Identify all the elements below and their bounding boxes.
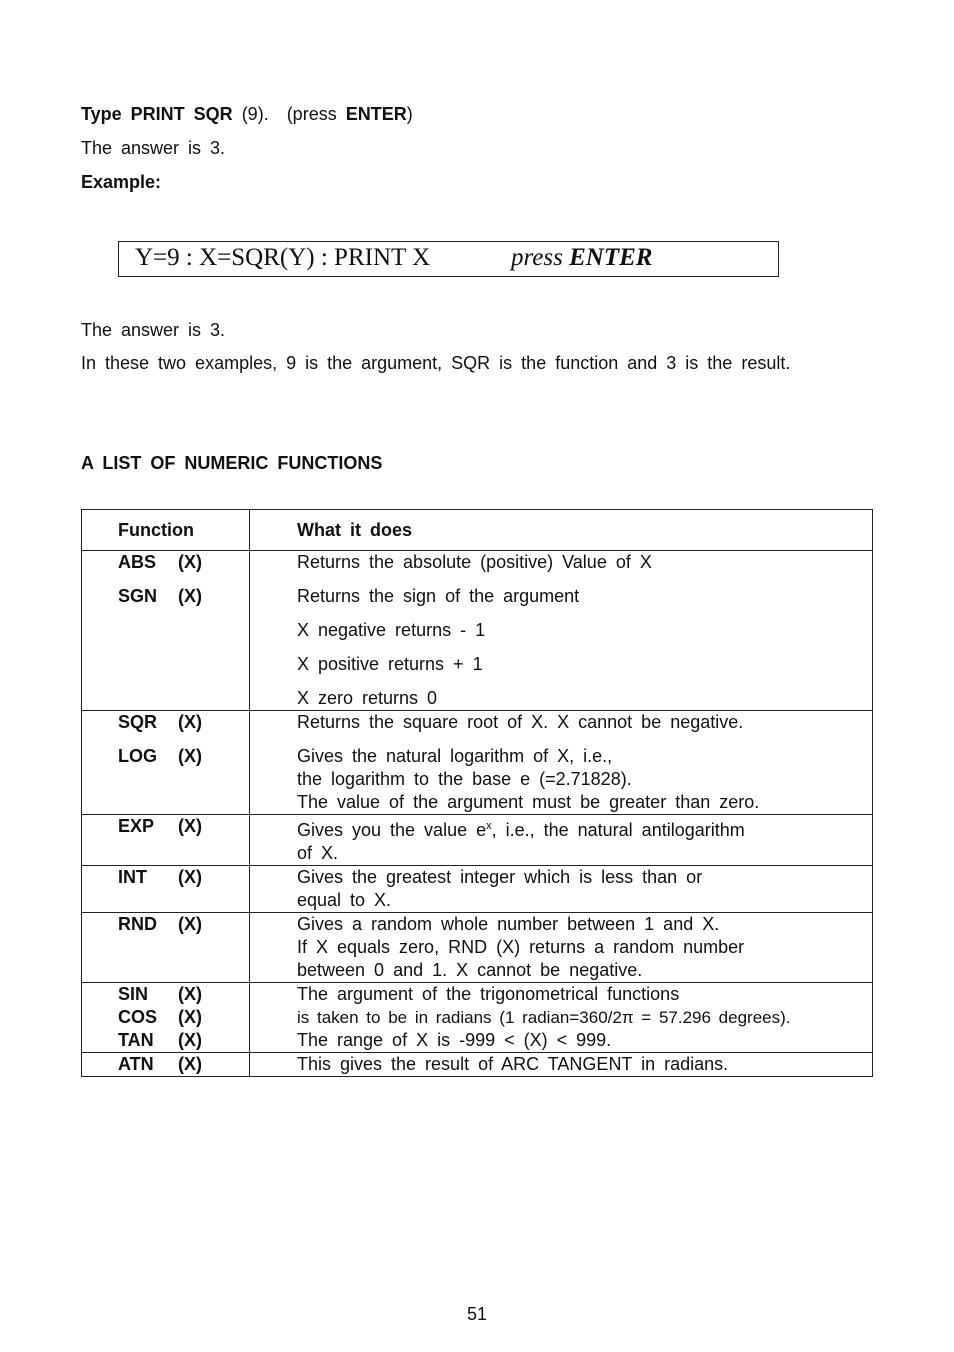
description-cell	[250, 866, 873, 913]
description-line: Gives the greatest integer which is less than or	[297, 867, 703, 887]
description-cell	[250, 983, 873, 1053]
superscript-x: x	[486, 820, 492, 832]
header-function	[82, 510, 250, 551]
description-line: X positive returns + 1	[297, 654, 483, 674]
table-row	[82, 815, 873, 866]
function-sqr	[118, 711, 249, 734]
function-name: INT	[118, 867, 147, 887]
function-arg: (X)	[178, 1007, 202, 1027]
function-arg: (X)	[178, 746, 202, 766]
example-code: Y=9 : X=SQR(Y) : PRINT X	[135, 244, 431, 271]
function-exp	[118, 815, 249, 838]
function-rnd	[118, 913, 249, 936]
function-arg: (X)	[178, 816, 202, 836]
description-cell	[250, 551, 873, 711]
function-arg: (X)	[178, 984, 202, 1004]
function-arg: (X)	[178, 1030, 202, 1050]
description-line: If X equals zero, RND (X) returns a random number	[297, 937, 745, 957]
function-name: ATN	[118, 1054, 154, 1074]
function-cell	[82, 983, 250, 1053]
function-sin	[118, 983, 249, 1006]
function-log	[118, 745, 249, 768]
function-arg: (X)	[178, 914, 202, 934]
description-text: Gives you the value e	[297, 820, 487, 840]
description-line: X negative returns - 1	[297, 620, 486, 640]
description-text: , i.e., the natural antilogarithm	[491, 820, 745, 840]
description-cell	[250, 711, 873, 815]
function-cell	[82, 815, 250, 866]
description-line	[297, 815, 862, 842]
table-row	[82, 866, 873, 913]
function-name: ABS	[118, 552, 157, 572]
function-arg: (X)	[178, 1054, 202, 1074]
function-int	[118, 866, 249, 889]
function-cell	[82, 711, 250, 815]
function-cell	[82, 551, 250, 711]
table-row	[82, 1053, 873, 1077]
table-row	[82, 913, 873, 983]
description-line: This gives the result of ARC TANGENT in radians.	[297, 1054, 729, 1074]
numeric-functions-table	[81, 509, 873, 1077]
table-header-row	[82, 510, 873, 551]
function-cell	[82, 913, 250, 983]
description-line: Gives a random whole number between 1 and X.	[297, 914, 720, 934]
function-cell	[82, 866, 250, 913]
function-arg: (X)	[178, 586, 202, 606]
instruction-args-text: (9). (press	[232, 104, 346, 124]
description-line: Gives the natural logarithm of X, i.e.,	[297, 746, 613, 766]
function-arg: (X)	[178, 552, 202, 572]
description-cell	[250, 815, 873, 866]
description-line: Returns the sign of the argument	[297, 586, 580, 606]
function-arg: (X)	[178, 867, 202, 887]
function-atn	[118, 1053, 249, 1076]
function-name: TAN	[118, 1030, 154, 1050]
example-enter-word: ENTER	[569, 244, 653, 271]
function-cell	[82, 1053, 250, 1077]
function-name: RND	[118, 914, 157, 934]
description-line: The value of the argument must be greater than zero.	[297, 792, 760, 812]
header-description	[250, 510, 873, 551]
function-arg: (X)	[178, 712, 202, 732]
description-line: between 0 and 1. X cannot be negative.	[297, 960, 643, 980]
function-tan	[118, 1029, 249, 1052]
function-name: LOG	[118, 746, 157, 766]
instruction-enter-key: ENTER	[345, 104, 407, 124]
function-name: COS	[118, 1007, 158, 1027]
description-line: X zero returns 0	[297, 688, 438, 708]
instruction-line	[81, 103, 413, 125]
example-press-word: press	[511, 244, 563, 271]
function-abs	[118, 551, 249, 574]
function-name: EXP	[118, 816, 155, 836]
example-label: Example:	[81, 172, 162, 192]
table-row	[82, 551, 873, 711]
description-line: the logarithm to the base e (=2.71828).	[297, 769, 632, 789]
page-number: 51	[466, 1304, 488, 1324]
function-cos	[118, 1006, 249, 1029]
description-cell	[250, 1053, 873, 1077]
description-line: Returns the square root of X. X cannot be negative.	[297, 712, 744, 732]
answer-line-1: The answer is 3.	[81, 138, 226, 158]
example-code-box	[118, 241, 779, 277]
description-line: Returns the absolute (positive) Value of X	[297, 552, 652, 572]
explanation-line: In these two examples, 9 is the argument, SQR is the function and 3 is the result.	[81, 353, 791, 373]
description-line: is taken to be in radians (1 radian=360/2π = 57.296 degrees).	[297, 1008, 791, 1027]
header-function-label: Function	[118, 519, 194, 540]
function-sgn	[118, 585, 249, 608]
description-line: of X.	[297, 843, 339, 863]
function-name: SIN	[118, 984, 149, 1004]
section-heading: A LIST OF NUMERIC FUNCTIONS	[81, 453, 383, 473]
description-line: equal to X.	[297, 890, 392, 910]
description-line: The argument of the trigonometrical functions	[297, 984, 680, 1004]
table-row	[82, 983, 873, 1053]
header-description-label: What it does	[297, 519, 412, 540]
description-line: The range of X is -999 < (X) < 999.	[297, 1030, 612, 1050]
example-press-enter	[511, 244, 652, 272]
answer-line-2: The answer is 3.	[81, 320, 226, 340]
description-cell	[250, 913, 873, 983]
function-name: SGN	[118, 586, 158, 606]
table-row	[82, 711, 873, 815]
instruction-type-text: Type PRINT SQR	[81, 104, 233, 124]
function-name: SQR	[118, 712, 158, 732]
instruction-close-paren: )	[406, 104, 413, 124]
